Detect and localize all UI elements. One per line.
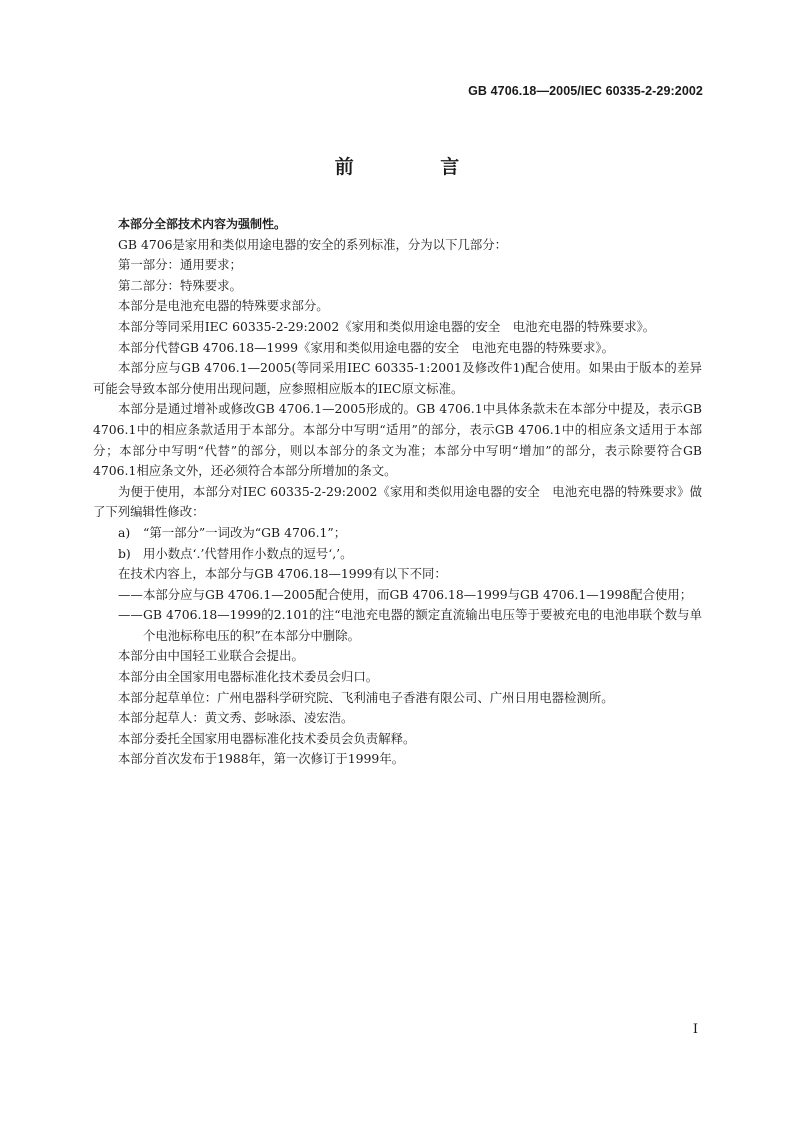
dash-marker: —— bbox=[118, 607, 143, 623]
paragraph: 本部分等同采用IEC 60335-2-29:2002《家用和类似用途电器的安全 电池充电器的特殊要求》。 bbox=[118, 318, 656, 334]
paragraph: 本部分首次发布于1988年，第一次修订于1999年。 bbox=[118, 751, 405, 767]
list-item-text: 用小数点‘.’代替用作小数点的逗号‘,’。 bbox=[143, 545, 353, 561]
paragraph: GB 4706是家用和类似用途电器的安全的系列标准，分为以下几部分： bbox=[118, 236, 508, 252]
paragraph: 本部分起草单位：广州电器科学研究院、飞利浦电子香港有限公司、广州日用电器检测所。 bbox=[118, 689, 614, 705]
paragraph: 本部分是电池充电器的特殊要求部分。 bbox=[118, 298, 329, 314]
page-number: I bbox=[692, 1022, 698, 1037]
paragraph: 本部分委托全国家用电器标准化技术委员会负责解释。 bbox=[118, 730, 416, 746]
paragraph: 本部分由全国家用电器标准化技术委员会归口。 bbox=[118, 669, 379, 685]
paragraph: 第二部分：特殊要求。 bbox=[118, 277, 242, 293]
list-marker: a) bbox=[118, 524, 131, 540]
standard-code: GB 4706.18—2005/IEC 60335-2-29:2002 bbox=[468, 84, 703, 98]
list-item-text: “第一部分”一词改为“GB 4706.1”； bbox=[143, 524, 347, 540]
paragraph: 第一部分：通用要求； bbox=[118, 257, 242, 273]
dash-marker: —— bbox=[118, 586, 143, 602]
list-item bbox=[93, 523, 702, 544]
page-title: 前 言 bbox=[334, 156, 500, 178]
paragraph: 为便于使用，本部分对IEC 60335-2-29:2002《家用和类似用途电器的安全 电池充电器的特殊要求》做了下列编辑性修改： bbox=[93, 483, 702, 520]
paragraph: 本部分应与GB 4706.1—2005(等同采用IEC 60335-1:2001及修改件1)配合使用。如果由于版本的差异可能会导致本部分使用出现问题，应参照相应版本的IEC原文标准。 bbox=[93, 360, 702, 396]
paragraph: 本部分起草人：黄文秀、彭咏添、凌宏浩。 bbox=[118, 710, 354, 726]
dash-item-text: 本部分应与GB 4706.1—2005配合使用，而GB 4706.18—1999与GB 4706.1—1998配合使用； bbox=[143, 586, 693, 602]
mandatory-statement: 本部分全部技术内容为强制性。 bbox=[118, 217, 287, 231]
paragraph: 本部分是通过增补或修改GB 4706.1—2005形成的。GB 4706.1中具体条款未在本部分中提及，表示GB 4706.1中的相应条款适用于本部分。本部分中写明“适用”的部分，表示GB 4706.1中的相应条文适用于本部分；本部分中写明“代替”的部分，则以本部分的条文为准；本部分中写明“增加”的部分，表示除要符合GB 4706.1相应条文外，还必须符合本部分所增加的条文。 bbox=[93, 401, 702, 479]
dash-item bbox=[93, 605, 702, 646]
dash-item-text: GB 4706.18—1999的2.101的注“电池充电器的额定直流输出电压等于要被充电的电池串联个数与单个电池标称电压的积”在本部分中删除。 bbox=[143, 607, 702, 643]
foreword-body bbox=[93, 214, 702, 770]
paragraph: 在技术内容上，本部分与GB 4706.18—1999有以下不同： bbox=[118, 566, 447, 582]
list-marker: b) bbox=[118, 545, 131, 561]
paragraph: 本部分代替GB 4706.18—1999《家用和类似用途电器的安全 电池充电器的特殊要求》。 bbox=[118, 339, 615, 355]
paragraph: 本部分由中国轻工业联合会提出。 bbox=[118, 648, 304, 664]
dash-item bbox=[93, 585, 702, 606]
list-item bbox=[93, 544, 702, 565]
